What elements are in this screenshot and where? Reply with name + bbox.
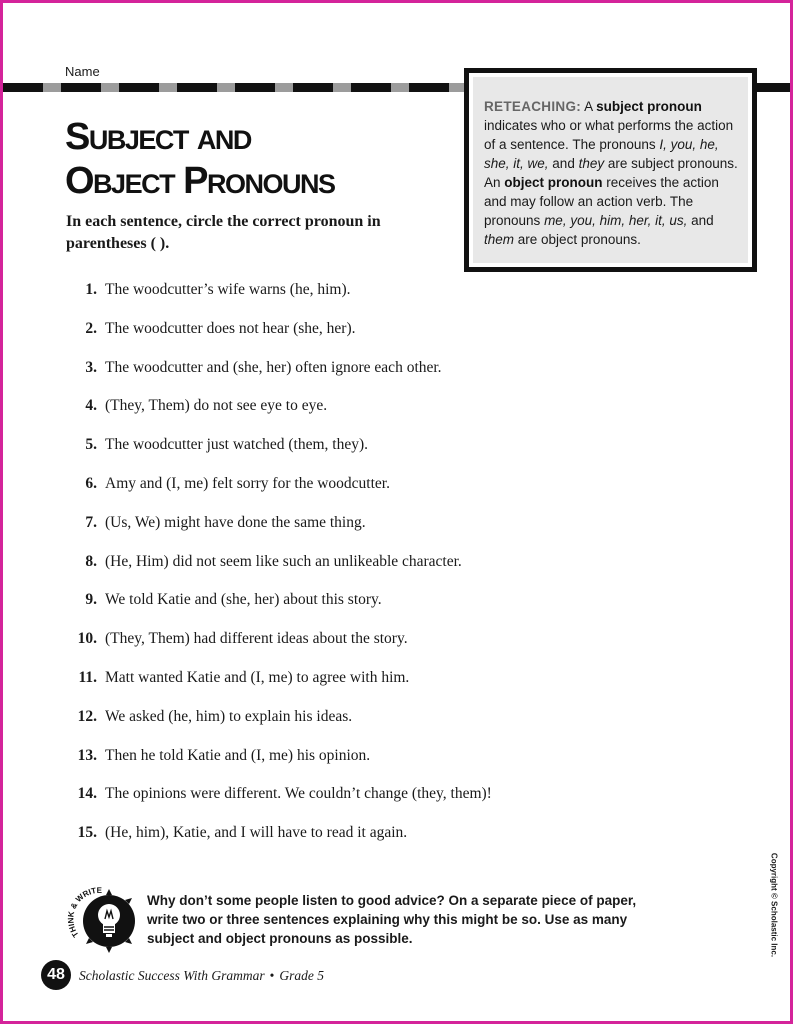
item-number: 15. bbox=[77, 824, 97, 842]
reteaching-box bbox=[464, 68, 757, 272]
item-number: 3. bbox=[85, 358, 97, 376]
exercise-item[interactable] bbox=[65, 473, 705, 512]
exercise-item[interactable] bbox=[65, 357, 705, 396]
item-sentence: (They, Them) had different ideas about the story. bbox=[105, 630, 408, 648]
item-sentence: (Us, We) might have done the same thing. bbox=[105, 513, 366, 531]
item-sentence: (He, him), Katie, and I will have to read it again. bbox=[105, 824, 408, 842]
object-pronoun-list: me, you, him, her, it, us, bbox=[544, 213, 688, 228]
exercise-item[interactable] bbox=[65, 628, 705, 667]
reteach-text-5: receives the action and may follow an action verb. The pronouns bbox=[484, 175, 719, 228]
copyright-notice bbox=[768, 852, 780, 958]
reteach-text-3: and bbox=[552, 156, 575, 171]
item-sentence: The woodcutter just watched (them, they). bbox=[105, 436, 368, 454]
item-number: 10. bbox=[77, 630, 97, 648]
lightbulb-icon bbox=[65, 883, 141, 959]
item-sentence: We told Katie and (she, her) about this story. bbox=[105, 591, 382, 609]
title-line-1: Subject and bbox=[65, 116, 251, 158]
item-number: 8. bbox=[85, 552, 97, 570]
exercise-item[interactable] bbox=[65, 667, 705, 706]
reteaching-text bbox=[473, 77, 748, 263]
item-number: 13. bbox=[77, 746, 97, 764]
page-number-badge: 48 bbox=[41, 960, 71, 990]
item-sentence: The woodcutter does not hear (she, her). bbox=[105, 319, 356, 337]
exercise-item[interactable] bbox=[65, 395, 705, 434]
item-sentence: (They, Them) do not see eye to eye. bbox=[105, 397, 328, 415]
footer-bullet: • bbox=[269, 968, 275, 983]
reteach-text-4: are subject pronouns. An bbox=[484, 156, 738, 190]
book-title: Scholastic Success With Grammar bbox=[79, 968, 265, 983]
item-sentence: The woodcutter’s wife warns (he, him). bbox=[105, 281, 351, 298]
item-number: 6. bbox=[85, 474, 97, 492]
exercise-item[interactable] bbox=[65, 783, 705, 822]
subject-pronoun-term: subject pronoun bbox=[596, 99, 702, 114]
reteach-text-1: A bbox=[584, 99, 593, 114]
item-number: 4. bbox=[85, 397, 97, 415]
exercise-item[interactable] bbox=[65, 822, 705, 861]
item-sentence: Matt wanted Katie and (I, me) to agree with him. bbox=[105, 668, 410, 686]
exercise-item[interactable] bbox=[65, 745, 705, 784]
item-number: 5. bbox=[85, 436, 97, 454]
title-line-2: Object Pronouns bbox=[65, 160, 335, 202]
grade-label: Grade 5 bbox=[279, 968, 324, 983]
page-title bbox=[65, 115, 334, 203]
copyright-text: Copyright © Scholastic Inc. bbox=[769, 852, 779, 958]
exercise-item[interactable] bbox=[65, 318, 705, 357]
item-number: 11. bbox=[78, 668, 97, 686]
item-number: 9. bbox=[85, 591, 97, 609]
think-write-prompt: Why don’t some people listen to good advice? On a separate piece of paper, write two or three sentences explaining why this might be so. Use as many subject and object pronouns as possible. bbox=[147, 893, 637, 946]
object-pronoun-last: them bbox=[484, 232, 515, 247]
item-sentence: We asked (he, him) to explain his ideas. bbox=[105, 707, 353, 725]
reteach-text-6: and bbox=[691, 213, 714, 228]
reteach-text-2: indicates who or what performs the action of a sentence. The pronouns bbox=[484, 118, 734, 152]
item-sentence: Then he told Katie and (I, me) his opinion. bbox=[105, 746, 371, 764]
exercise-item[interactable] bbox=[65, 512, 705, 551]
reteach-text-7: are object pronouns. bbox=[517, 232, 641, 247]
exercise-list bbox=[65, 279, 705, 861]
item-number: 12. bbox=[77, 707, 97, 725]
item-number: 14. bbox=[77, 785, 97, 803]
think-write-label: THINK & WRITE bbox=[66, 885, 102, 939]
object-pronoun-term: object pronoun bbox=[504, 175, 603, 190]
exercise-item[interactable] bbox=[65, 589, 705, 628]
footer-book-info bbox=[79, 968, 324, 984]
think-write-badge bbox=[65, 883, 141, 959]
subject-pronoun-list: I, you, he, she, it, we, bbox=[484, 137, 719, 171]
instructions: In each sentence, circle the correct pronoun in parentheses ( ). bbox=[66, 213, 381, 252]
exercise-item[interactable] bbox=[65, 551, 705, 590]
item-sentence: Amy and (I, me) felt sorry for the woodcutter. bbox=[105, 474, 390, 492]
item-number: 1. bbox=[85, 281, 97, 298]
name-label: Name bbox=[65, 64, 100, 79]
reteaching-label: RETEACHING: bbox=[484, 99, 582, 114]
item-sentence: The woodcutter and (she, her) often ignore each other. bbox=[105, 358, 442, 376]
exercise-item[interactable] bbox=[65, 434, 705, 473]
item-number: 2. bbox=[85, 319, 97, 337]
exercise-item[interactable] bbox=[65, 279, 705, 318]
exercise-item[interactable] bbox=[65, 706, 705, 745]
subject-pronoun-last: they bbox=[578, 156, 605, 171]
item-number: 7. bbox=[85, 513, 97, 531]
item-sentence: The opinions were different. We couldn’t change (they, them)! bbox=[105, 785, 492, 803]
item-sentence: (He, Him) did not seem like such an unlikeable character. bbox=[105, 552, 462, 570]
